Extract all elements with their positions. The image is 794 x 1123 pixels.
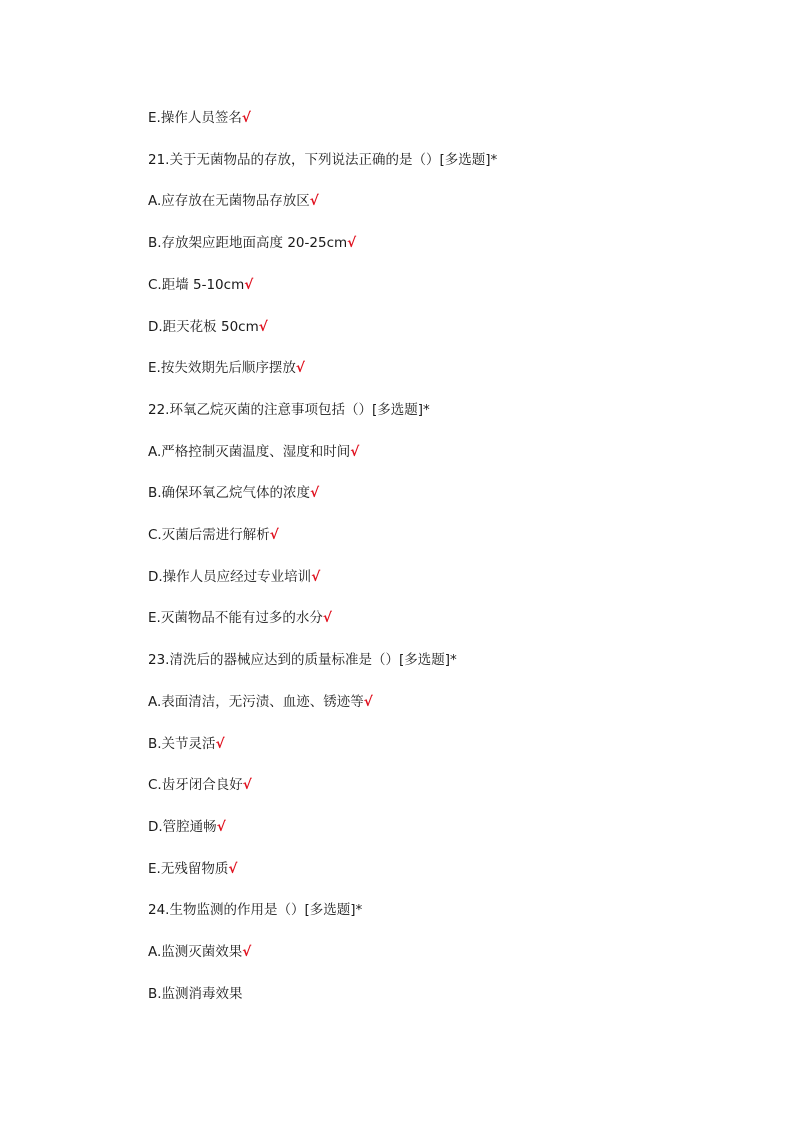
line-text: 22.环氧乙烷灭菌的注意事项包括（）[多选题]* [148,401,430,418]
line-text: C.齿牙闭合良好 [148,777,243,794]
line-text: D.操作人员应经过专业培训 [148,568,312,585]
check-mark-icon: √ [216,818,226,835]
check-mark-icon: √ [311,568,321,585]
line-text: E.按失效期先后顺序摆放 [148,360,296,377]
check-mark-icon: √ [310,485,320,502]
line-text: A.表面清洁，无污渍、血迹、锈迹等 [148,693,364,710]
text-line [148,609,332,627]
check-mark-icon: √ [228,860,238,877]
text-line [148,484,319,502]
line-text: B.监测消毒效果 [148,985,243,1002]
check-mark-icon: √ [244,276,254,293]
text-line [148,818,226,836]
text-line [148,693,373,711]
line-text: B.存放架应距地面高度 20-25cm [148,235,348,252]
check-mark-icon: √ [258,318,268,335]
line-text: A.监测灭菌效果 [148,944,243,960]
question-line [148,651,457,669]
line-text: E.无残留物质 [148,860,229,877]
check-mark-icon: √ [309,193,319,210]
check-mark-icon: √ [295,360,305,377]
check-mark-icon: √ [242,944,252,960]
text-line [148,359,305,377]
line-text: A.严格控制灭菌温度、湿度和时间 [148,443,351,460]
line-text: E.操作人员签名 [148,110,242,126]
text-line [148,276,253,294]
line-text: A.应存放在无菌物品存放区 [148,193,310,210]
line-text: B.关节灵活 [148,735,216,752]
check-mark-icon: √ [347,235,357,252]
line-text: 23.清洗后的器械应达到的质量标准是（）[多选题]* [148,652,457,669]
text-line [148,192,319,210]
line-text: C.距墙 5-10cm [148,276,245,293]
text-line [148,568,320,586]
line-text: B.确保环氧乙烷气体的浓度 [148,485,311,502]
text-line [148,985,243,1003]
question-line [148,401,430,419]
text-line [148,109,251,127]
line-text: D.管腔通畅 [148,818,217,835]
line-text: D.距天花板 50cm [148,318,259,335]
text-line [148,526,279,544]
check-mark-icon: √ [269,527,279,543]
check-mark-icon: √ [241,110,251,126]
check-mark-icon: √ [322,610,332,627]
line-text: C.灭菌后需进行解析 [148,527,270,543]
line-text: 24.生物监测的作用是（）[多选题]* [148,902,363,919]
text-line [148,443,359,461]
question-line [148,901,362,919]
check-mark-icon: √ [350,443,360,460]
text-line [148,860,237,878]
text-line [148,735,225,753]
check-mark-icon: √ [363,693,373,710]
question-line [148,151,497,169]
text-line [148,234,356,252]
text-line [148,943,251,961]
text-line [148,318,268,336]
check-mark-icon: √ [242,777,252,794]
text-line [148,776,252,794]
line-text: 21.关于无菌物品的存放，下列说法正确的是（）[多选题]* [148,151,498,168]
check-mark-icon: √ [215,735,225,752]
line-text: E.灭菌物品不能有过多的水分 [148,610,323,627]
